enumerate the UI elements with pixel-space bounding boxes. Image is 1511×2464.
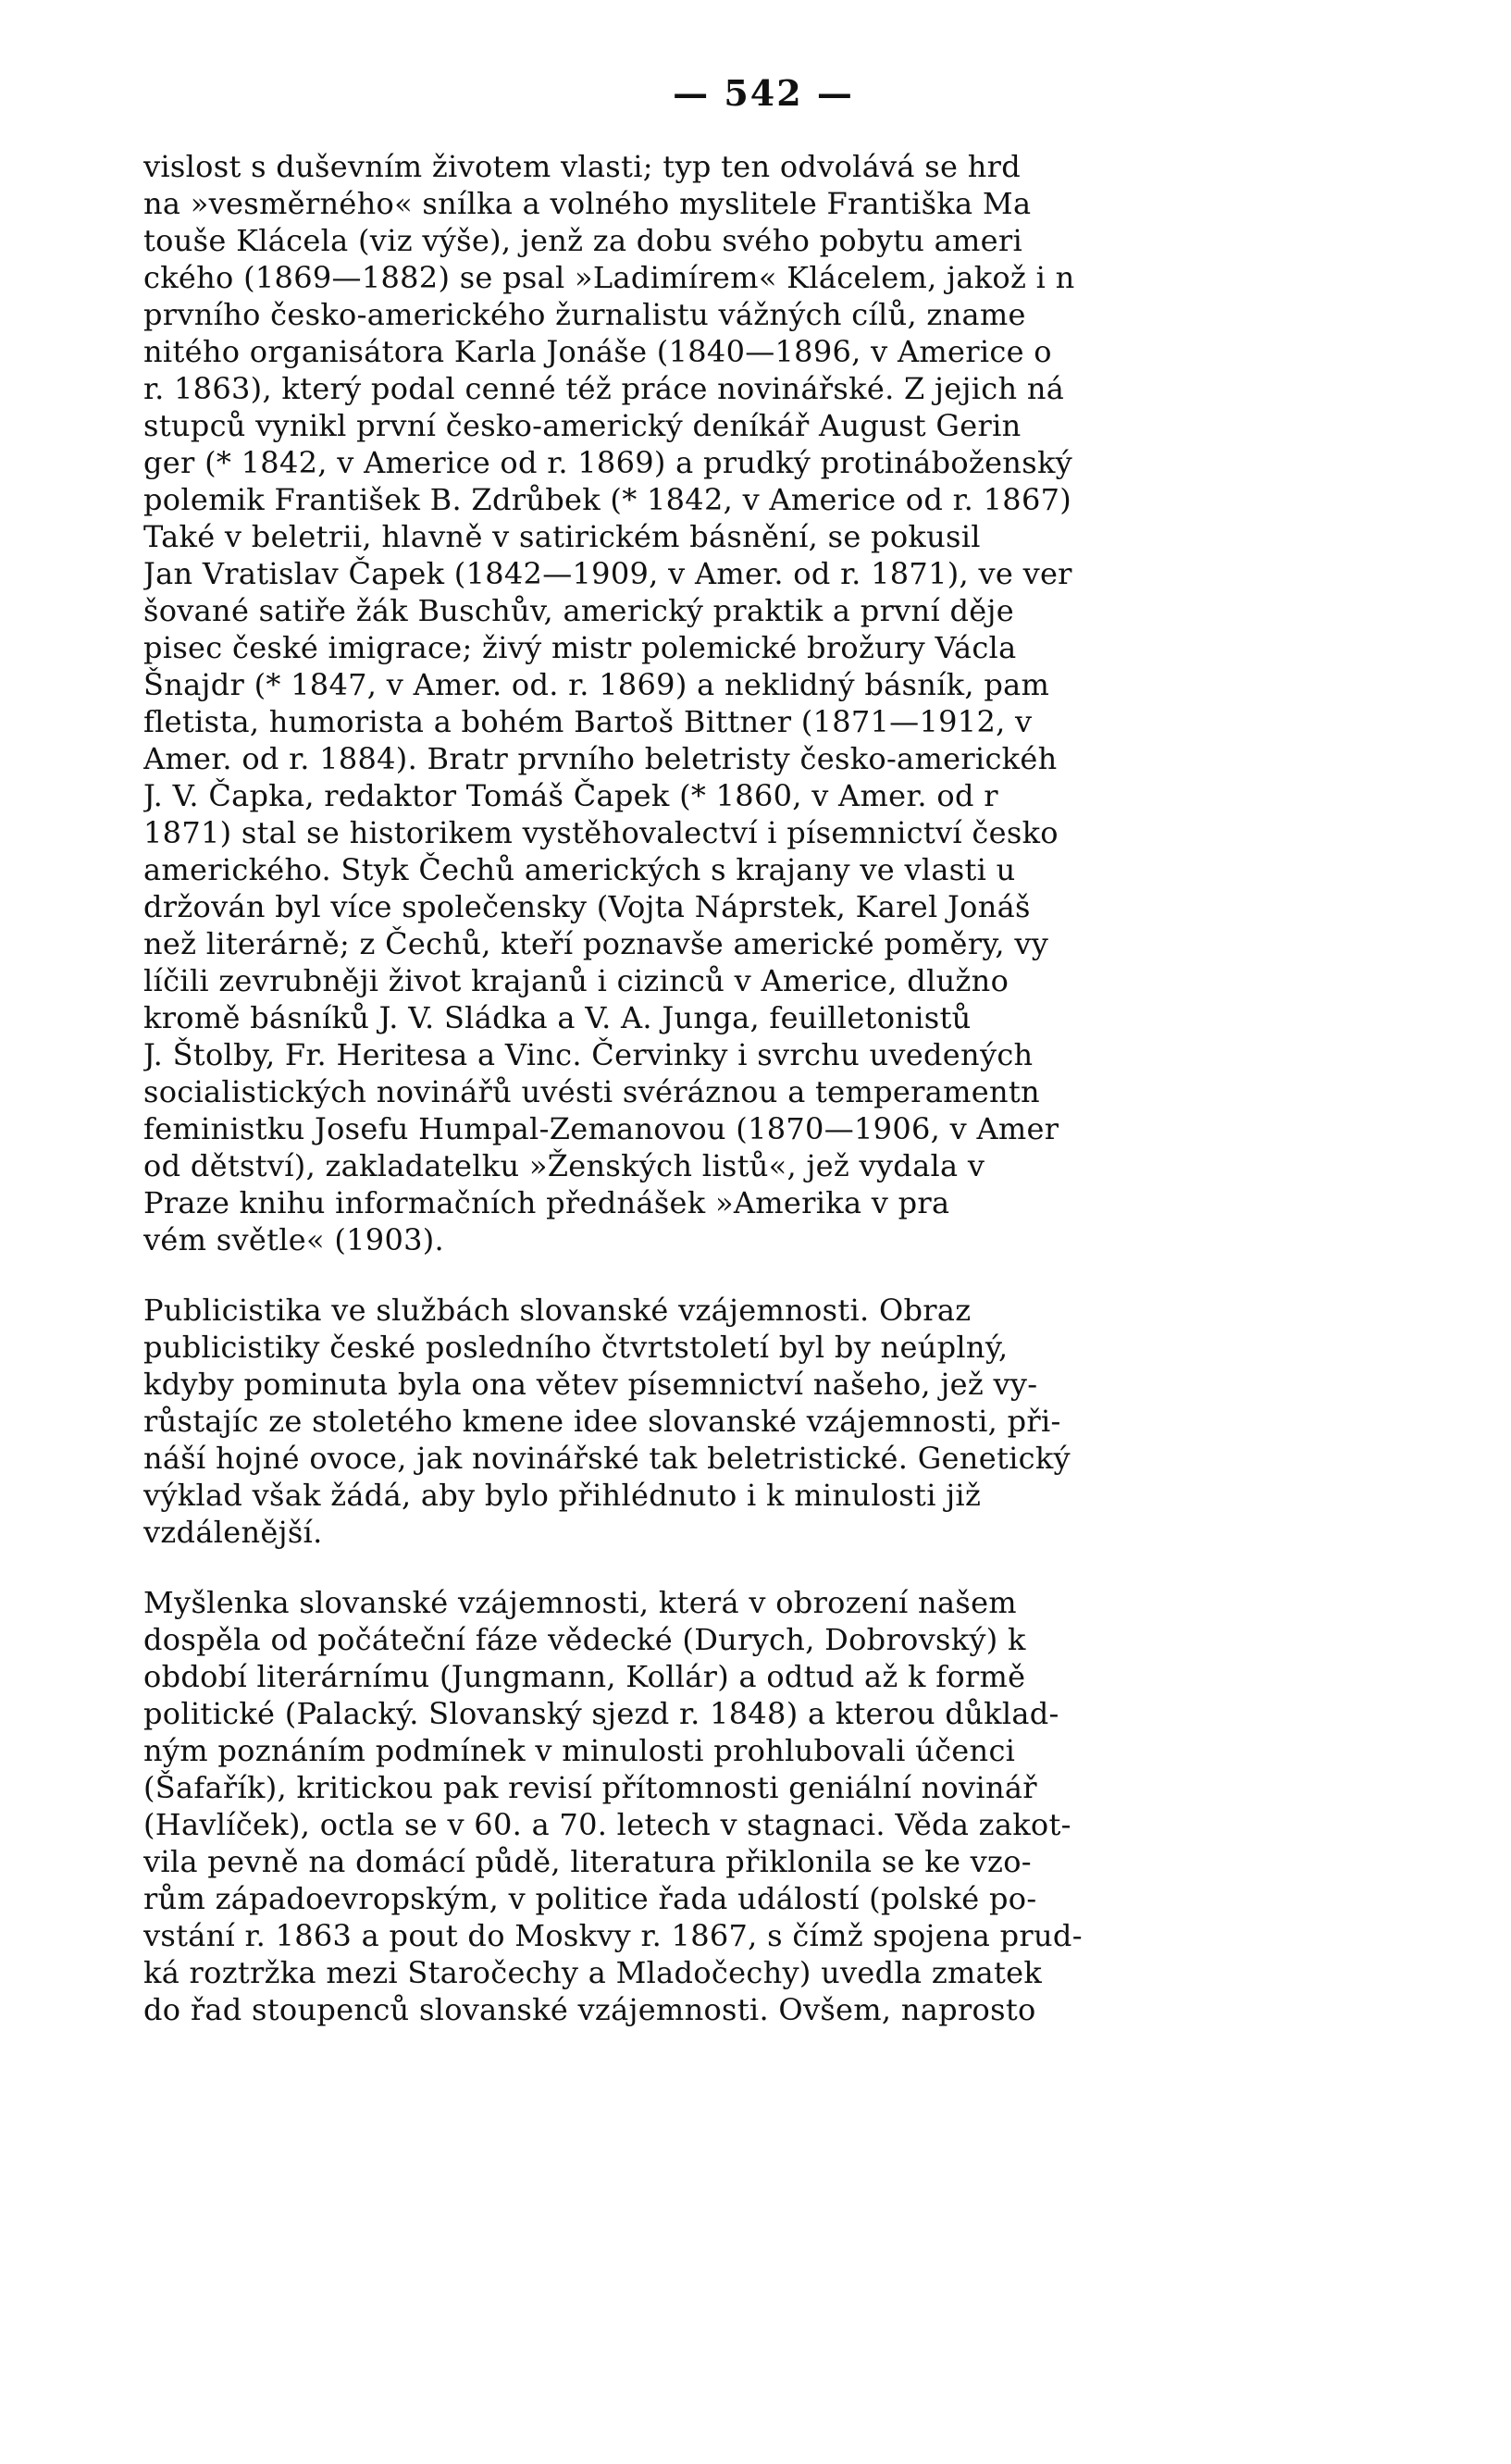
- text-line: růstajíc ze stoletého kmene idee slovanské vzájemnosti, při-: [143, 1404, 1061, 1439]
- text-line: náší hojné ovoce, jak novinářské tak beletristické. Genetický: [143, 1441, 1071, 1476]
- text-line: období literárnímu (Jungmann, Kollár) a odtud až k formě: [143, 1659, 1026, 1694]
- text-line: pisec české imigrace; živý mistr polemické brožury Václa: [143, 630, 1017, 665]
- text-line: Šnajdr (* 1847, v Amer. od. r. 1869) a neklidný básník, pam: [143, 667, 1050, 702]
- text-line: výklad však žádá, aby bylo přihlédnuto i k minulosti již: [143, 1478, 982, 1513]
- paragraph-gap: [143, 1258, 1383, 1292]
- text-line: 1871) stal se historikem vystěhovalectví i písemnictví česko: [143, 815, 1059, 850]
- text-line: amerického. Styk Čechů amerických s krajany ve vlasti u: [143, 852, 1016, 887]
- text-line: od dětství), zakladatelku »Ženských listů«, jež vydala v: [143, 1148, 985, 1183]
- page-number: — 542 —: [673, 72, 854, 114]
- text-line: ger (* 1842, v Americe od r. 1869) a prudký protináboženský: [143, 445, 1073, 480]
- text-line: dospěla od počáteční fáze vědecké (Durych, Dobrovský) k: [143, 1622, 1026, 1657]
- text-line: publicistiky české posledního čtvrtstoletí byl by neúplný,: [143, 1330, 1009, 1365]
- text-line: stupců vynikl první česko-americký deníkář August Gerin: [143, 408, 1022, 443]
- text-line: vém světle« (1903).: [143, 1222, 445, 1257]
- text-line: držován byl více společensky (Vojta Náprstek, Karel Jonáš: [143, 889, 1031, 924]
- text-line: do řad stoupenců slovanské vzájemnosti. Ovšem, naprosto: [143, 1992, 1036, 2027]
- text-line: nitého organisátora Karla Jonáše (1840—1896, v Americe o: [143, 334, 1052, 369]
- text-line: Jan Vratislav Čapek (1842—1909, v Amer. od r. 1871), ve ver: [143, 556, 1072, 591]
- paragraph-3: [143, 1584, 1383, 2028]
- text-line: na »vesměrného« snílka a volného myslitele Františka Ma: [143, 186, 1032, 221]
- text-line: šované satiře žák Buschův, americký praktik a první děje: [143, 593, 1014, 628]
- text-line: kdyby pominuta byla ona větev písemnictví našeho, jež vy-: [143, 1367, 1038, 1402]
- text-line: Amer. od r. 1884). Bratr prvního beletristy česko-americkéh: [143, 741, 1058, 776]
- text-line: než literárně; z Čechů, kteří poznavše americké poměry, vy: [143, 926, 1049, 961]
- text-line: socialistických novinářů uvésti svéráznou a temperamentn: [143, 1074, 1040, 1109]
- text-line: Publicistika ve službách slovanské vzájemnosti. Obraz: [143, 1293, 972, 1328]
- text-line: ným poznáním podmínek v minulosti prohlubovali účenci: [143, 1733, 1016, 1768]
- text-line: líčili zevrubněji život krajanů i cizinců v Americe, dlužno: [143, 963, 1009, 998]
- text-line: ká roztržka mezi Staročechy a Mladočechy) uvedla zmatek: [143, 1955, 1043, 1990]
- text-line: prvního česko-amerického žurnalistu vážných cílů, zname: [143, 297, 1026, 332]
- text-line: polemik František B. Zdrůbek (* 1842, v Americe od r. 1867): [143, 482, 1072, 517]
- page-body: [143, 148, 1383, 2028]
- text-line: vila pevně na domácí půdě, literatura přiklonila se ke vzo-: [143, 1844, 1032, 1879]
- text-line: J. V. Čapka, redaktor Tomáš Čapek (* 1860, v Amer. od r: [143, 778, 998, 813]
- text-line: (Havlíček), octla se v 60. a 70. letech v stagnaci. Věda zakot-: [143, 1807, 1071, 1842]
- text-line: kromě básníků J. V. Sládka a V. A. Junga, feuilletonistů: [143, 1000, 972, 1035]
- text-line: touše Klácela (viz výše), jenž za dobu svého pobytu ameri: [143, 223, 1023, 258]
- text-line: ckého (1869—1882) se psal »Ladimírem« Klácelem, jakož i n: [143, 260, 1075, 295]
- text-line: (Šafařík), kritickou pak revisí přítomnosti geniální novinář: [143, 1770, 1037, 1805]
- text-line: Praze knihu informačních přednášek »Amerika v pra: [143, 1185, 950, 1220]
- paragraph-1: [143, 148, 1383, 1258]
- paragraph-2: [143, 1292, 1383, 1551]
- text-line: Myšlenka slovanské vzájemnosti, která v obrození našem: [143, 1585, 1017, 1620]
- paragraph-gap: [143, 1551, 1383, 1584]
- text-line: r. 1863), který podal cenné též práce novinářské. Z jejich ná: [143, 371, 1065, 406]
- text-line: fletista, humorista a bohém Bartoš Bittner (1871—1912, v: [143, 704, 1033, 739]
- text-line: politické (Palacký. Slovanský sjezd r. 1848) a kterou důklad-: [143, 1696, 1059, 1731]
- text-line: vislost s duševním životem vlasti; typ ten odvolává se hrd: [143, 149, 1022, 184]
- text-line: vstání r. 1863 a pout do Moskvy r. 1867, s čímž spojena prud-: [143, 1918, 1083, 1953]
- text-line: J. Štolby, Fr. Heritesa a Vinc. Červinky i svrchu uvedených: [143, 1037, 1034, 1072]
- text-line: vzdálenější.: [143, 1515, 323, 1550]
- text-line: Také v beletrii, hlavně v satirickém básnění, se pokusil: [143, 519, 981, 554]
- text-line: rům západoevropským, v politice řada událostí (polské po-: [143, 1881, 1037, 1916]
- text-line: feministku Josefu Humpal-Zemanovou (1870—1906, v Amer: [143, 1111, 1059, 1146]
